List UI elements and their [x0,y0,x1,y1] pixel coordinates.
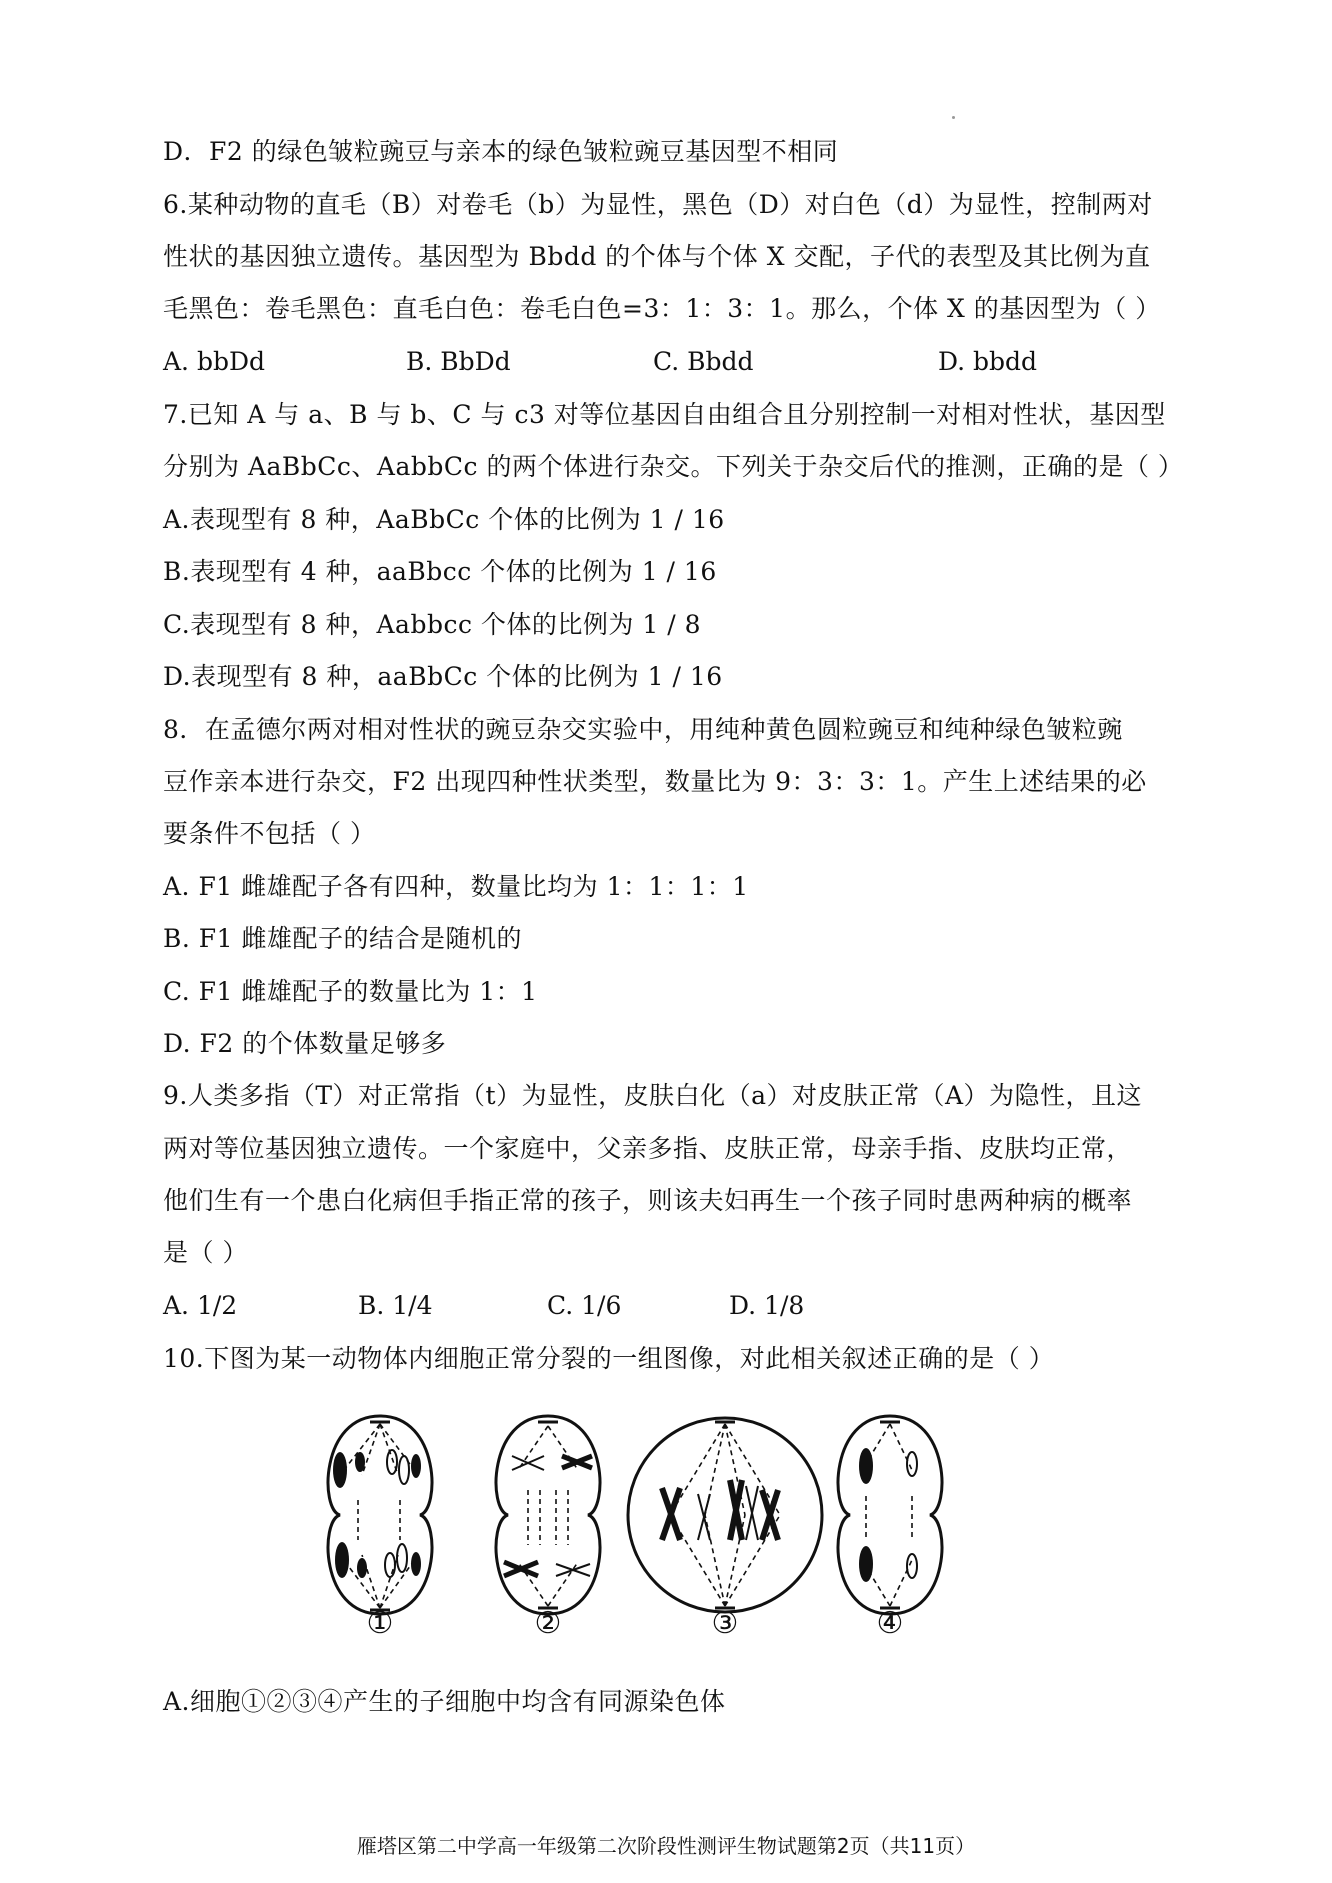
q9-stem-line-1: 9.人类多指（T）对正常指（t）为显性，皮肤白化（a）对皮肤正常（A）为隐性，且这 [163,1081,1143,1110]
q8-option-c: C. F1 雌雄配子的数量比为 1：1 [163,977,538,1006]
cell-division-figure [300,1400,1060,1625]
q7-option-d: D.表现型有 8 种，aaBbCc 个体的比例为 1 / 16 [163,662,723,691]
q9-option-c: C. 1/6 [547,1291,622,1320]
q8-stem-line-3: 要条件不包括（ ） [163,819,376,848]
q6-stem-line-2: 性状的基因独立遗传。基因型为 Bbdd 的个体与个体 X 交配，子代的表型及其比例为直 [163,242,1151,271]
figure-label-1: ① [366,1606,394,1641]
q6-stem-line-1: 6.某种动物的直毛（B）对卷毛（b）为显性，黑色（D）对白色（d）为显性，控制两对 [163,190,1153,219]
q7-option-b: B.表现型有 4 种，aaBbcc 个体的比例为 1 / 16 [163,557,717,586]
q8-stem-line-2: 豆作亲本进行杂交，F2 出现四种性状类型，数量比为 9：3：3：1。产生上述结果的必 [163,767,1147,796]
q5-option-d: D．F2 的绿色皱粒豌豆与亲本的绿色皱粒豌豆基因型不相同 [163,137,839,166]
q6-stem-line-3: 毛黑色：卷毛黑色：直毛白色：卷毛白色=3：1：3：1。那么，个体 X 的基因型为（ ） [163,294,1161,323]
q8-option-b: B. F1 雌雄配子的结合是随机的 [163,924,522,953]
q8-stem-line-1: 8．在孟德尔两对相对性状的豌豆杂交实验中，用纯种黄色圆粒豌豆和纯种绿色皱粒豌 [163,715,1123,744]
q9-option-a: A. 1/2 [163,1291,238,1320]
q10-option-a: A.细胞①②③④产生的子细胞中均含有同源染色体 [163,1687,726,1716]
cell-3-drawing [628,1418,822,1612]
q7-option-c: C.表现型有 8 种，Aabbcc 个体的比例为 1 / 8 [163,610,701,639]
q10-stem-line-1: 10.下图为某一动物体内细胞正常分裂的一组图像，对此相关叙述正确的是（ ） [163,1344,1055,1373]
q8-option-d: D. F2 的个体数量足够多 [163,1029,447,1058]
q9-stem-line-4: 是（ ） [163,1238,248,1267]
cell-4-drawing [838,1416,942,1614]
q6-option-d: D. bbdd [938,347,1038,376]
q8-option-a: A. F1 雌雄配子各有四种，数量比均为 1：1：1：1 [163,872,749,901]
q7-stem-line-2: 分别为 AaBbCc、AabbCc 的两个体进行杂交。下列关于杂交后代的推测，正确的是（ ） [163,452,1184,481]
cell-2-drawing [496,1416,600,1614]
q9-stem-line-2: 两对等位基因独立遗传。一个家庭中，父亲多指、皮肤正常，母亲手指、皮肤均正常， [163,1134,1133,1163]
figure-label-2: ② [534,1606,562,1641]
figure-label-3: ③ [711,1606,739,1641]
q9-option-b: B. 1/4 [358,1291,433,1320]
q9-stem-line-3: 他们生有一个患白化病但手指正常的孩子，则该夫妇再生一个孩子同时患两种病的概率 [163,1186,1133,1215]
figure-label-4: ④ [876,1606,904,1641]
q7-stem-line-1: 7.已知 A 与 a、B 与 b、C 与 c3 对等位基因自由组合且分别控制一对相对性状，基因型 [163,400,1166,429]
page-footer: 雁塔区第二中学高一年级第二次阶段性测评生物试题第2页（共11页） [356,1834,976,1858]
q7-option-a: A.表现型有 8 种，AaBbCc 个体的比例为 1 / 16 [163,505,725,534]
scan-speck [952,116,955,119]
q6-option-a: A. bbDd [163,347,266,376]
q6-option-c: C. Bbdd [653,347,754,376]
cell-1-drawing [328,1416,432,1614]
q9-option-d: D. 1/8 [729,1291,805,1320]
q6-option-b: B. BbDd [406,347,511,376]
